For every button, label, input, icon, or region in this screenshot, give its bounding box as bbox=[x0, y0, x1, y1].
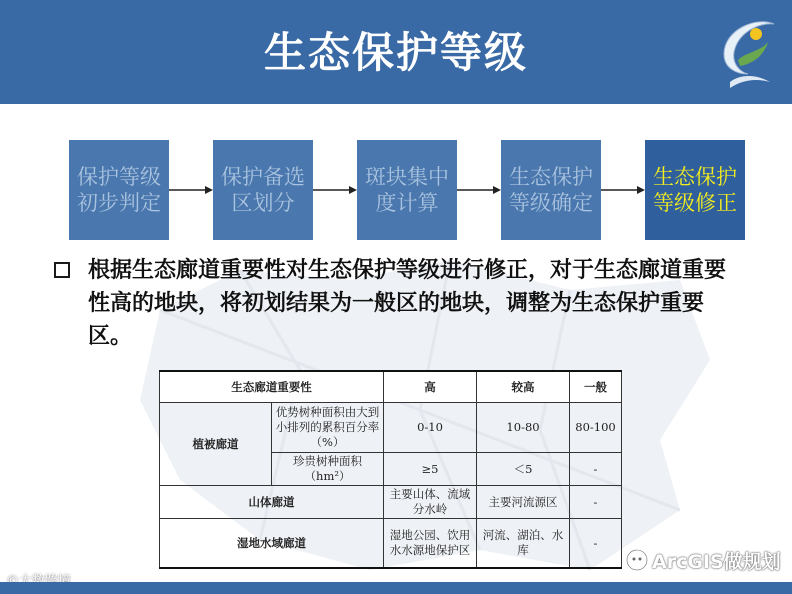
table-cell: 植被廊道 bbox=[160, 403, 272, 486]
table-cell: 珍贵树种面积（hm²） bbox=[272, 453, 384, 486]
table-cell: - bbox=[570, 453, 622, 486]
arrow-right-icon bbox=[601, 186, 645, 194]
table-cell: - bbox=[570, 486, 622, 519]
flow-step-level-correction: 生态保护等级修正 bbox=[645, 140, 745, 240]
table-row bbox=[160, 403, 622, 453]
table-row bbox=[160, 519, 622, 569]
table-row bbox=[160, 486, 622, 519]
table-cell: - bbox=[570, 519, 622, 569]
table-cell: 优势树种面积由大到小排列的累积百分率（%） bbox=[272, 403, 384, 453]
logo-icon bbox=[716, 12, 780, 96]
bullet-square-icon bbox=[54, 262, 70, 278]
table-cell: 主要河流源区 bbox=[477, 486, 570, 519]
table-header: 生态廊道重要性 bbox=[160, 371, 384, 403]
table-cell: 湿地水域廊道 bbox=[160, 519, 384, 569]
header-divider bbox=[0, 104, 792, 107]
slide-title: 生态保护等级 bbox=[263, 28, 528, 77]
table-cell: 10-80 bbox=[477, 403, 570, 453]
body-paragraph: 根据生态廊道重要性对生态保护等级进行修正，对于生态廊道重要性高的地块，将初划结果为一般区的地块，调整为生态保护重要区。 bbox=[88, 258, 727, 349]
flow-step-candidate-division: 保护备选区划分 bbox=[213, 140, 313, 240]
wechat-icon bbox=[626, 549, 648, 571]
table-header-row bbox=[160, 371, 622, 403]
table-cell: 河流、湖泊、水库 bbox=[477, 519, 570, 569]
flow-step-patch-concentration: 斑块集中度计算 bbox=[357, 140, 457, 240]
table-cell: 湿地公园、饮用水水源地保护区 bbox=[384, 519, 477, 569]
table-cell: 主要山体、流域分水岭 bbox=[384, 486, 477, 519]
table-cell: 80-100 bbox=[570, 403, 622, 453]
table-header: 高 bbox=[384, 371, 477, 403]
table-cell: ≥5 bbox=[384, 453, 477, 486]
table-cell: ＜5 bbox=[477, 453, 570, 486]
arrow-right-icon bbox=[169, 186, 213, 194]
arrow-right-icon bbox=[313, 186, 357, 194]
table-header: 一般 bbox=[570, 371, 622, 403]
footer-bar bbox=[0, 582, 792, 594]
arrow-right-icon bbox=[457, 186, 501, 194]
flow-step-initial-judgement: 保护等级初步判定 bbox=[69, 140, 169, 240]
corridor-importance-table bbox=[159, 370, 622, 562]
table-cell: 山体廊道 bbox=[160, 486, 384, 519]
watermark-text: ArcGIS做规划 bbox=[652, 551, 781, 573]
flow-step-level-determination: 生态保护等级确定 bbox=[501, 140, 601, 240]
table-cell: 0-10 bbox=[384, 403, 477, 453]
table-header: 较高 bbox=[477, 371, 570, 403]
